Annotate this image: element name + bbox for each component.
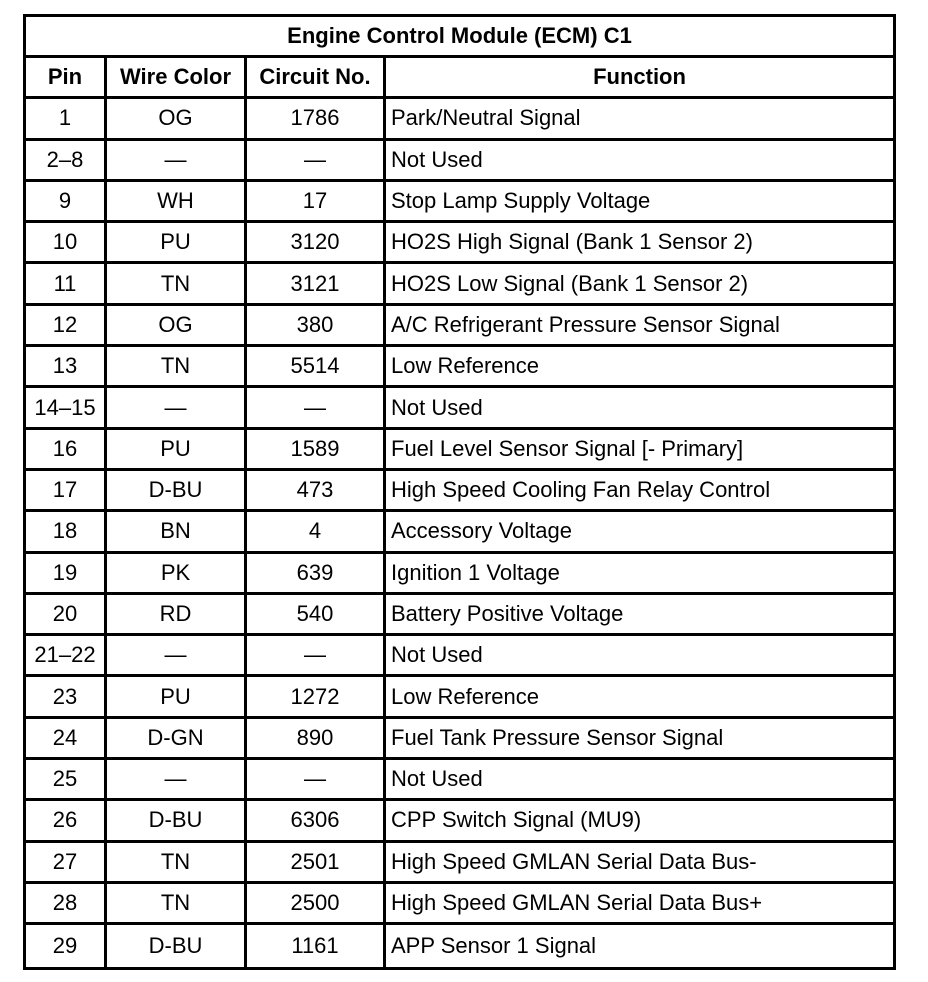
cell-wire-color: TN [107, 843, 247, 884]
table-title: Engine Control Module (ECM) C1 [26, 17, 893, 58]
cell-function: Not Used [386, 760, 893, 801]
cell-wire-color: WH [107, 182, 247, 223]
cell-function: Low Reference [386, 347, 893, 388]
cell-pin: 29 [26, 925, 107, 966]
cell-function: Not Used [386, 388, 893, 429]
cell-pin: 20 [26, 595, 107, 636]
cell-function: High Speed Cooling Fan Relay Control [386, 471, 893, 512]
cell-function: Park/Neutral Signal [386, 99, 893, 140]
cell-function: High Speed GMLAN Serial Data Bus+ [386, 884, 893, 925]
cell-pin: 23 [26, 677, 107, 718]
cell-pin: 24 [26, 719, 107, 760]
column-header-circuit-no: Circuit No. [247, 58, 386, 99]
cell-circuit-no: 380 [247, 306, 386, 347]
cell-wire-color: PU [107, 223, 247, 264]
cell-function: CPP Switch Signal (MU9) [386, 801, 893, 842]
cell-circuit-no: 3121 [247, 264, 386, 305]
cell-wire-color: D-BU [107, 925, 247, 966]
column-header-wire-color: Wire Color [107, 58, 247, 99]
cell-pin: 26 [26, 801, 107, 842]
cell-wire-color: — [107, 141, 247, 182]
cell-pin: 10 [26, 223, 107, 264]
cell-circuit-no: 3120 [247, 223, 386, 264]
cell-pin: 11 [26, 264, 107, 305]
cell-function: Not Used [386, 636, 893, 677]
connector-table [23, 14, 896, 970]
cell-wire-color: — [107, 760, 247, 801]
cell-function: Not Used [386, 141, 893, 182]
cell-wire-color: — [107, 388, 247, 429]
cell-pin: 9 [26, 182, 107, 223]
cell-circuit-no: 17 [247, 182, 386, 223]
cell-wire-color: D-BU [107, 471, 247, 512]
cell-function: Ignition 1 Voltage [386, 554, 893, 595]
cell-wire-color: TN [107, 884, 247, 925]
cell-wire-color: OG [107, 306, 247, 347]
cell-wire-color: D-BU [107, 801, 247, 842]
cell-circuit-no: — [247, 760, 386, 801]
cell-circuit-no: 1786 [247, 99, 386, 140]
cell-circuit-no: 5514 [247, 347, 386, 388]
cell-pin: 14–15 [26, 388, 107, 429]
cell-function: Accessory Voltage [386, 512, 893, 553]
cell-circuit-no: 639 [247, 554, 386, 595]
cell-pin: 25 [26, 760, 107, 801]
cell-circuit-no: 2500 [247, 884, 386, 925]
column-header-function: Function [386, 58, 893, 99]
table-grid [26, 58, 893, 967]
cell-pin: 18 [26, 512, 107, 553]
cell-wire-color: OG [107, 99, 247, 140]
cell-circuit-no: 473 [247, 471, 386, 512]
cell-pin: 2–8 [26, 141, 107, 182]
cell-circuit-no: — [247, 141, 386, 182]
cell-pin: 21–22 [26, 636, 107, 677]
cell-circuit-no: 4 [247, 512, 386, 553]
cell-circuit-no: 1589 [247, 430, 386, 471]
cell-circuit-no: 1272 [247, 677, 386, 718]
cell-circuit-no: 540 [247, 595, 386, 636]
cell-circuit-no: 890 [247, 719, 386, 760]
cell-wire-color: — [107, 636, 247, 677]
cell-function: HO2S High Signal (Bank 1 Sensor 2) [386, 223, 893, 264]
cell-pin: 16 [26, 430, 107, 471]
cell-circuit-no: — [247, 388, 386, 429]
cell-pin: 19 [26, 554, 107, 595]
cell-wire-color: RD [107, 595, 247, 636]
cell-wire-color: TN [107, 264, 247, 305]
cell-wire-color: D-GN [107, 719, 247, 760]
cell-function: Low Reference [386, 677, 893, 718]
cell-pin: 1 [26, 99, 107, 140]
column-header-pin: Pin [26, 58, 107, 99]
cell-pin: 17 [26, 471, 107, 512]
cell-pin: 27 [26, 843, 107, 884]
cell-wire-color: PU [107, 677, 247, 718]
cell-function: A/C Refrigerant Pressure Sensor Signal [386, 306, 893, 347]
cell-function: APP Sensor 1 Signal [391, 932, 597, 958]
cell-wire-color: PU [107, 430, 247, 471]
cell-wire-color: PK [107, 554, 247, 595]
cell-function: Battery Positive Voltage [386, 595, 893, 636]
cell-wire-color: TN [107, 347, 247, 388]
cell-pin: 12 [26, 306, 107, 347]
cell-function: High Speed GMLAN Serial Data Bus- [386, 843, 893, 884]
cell-function: Stop Lamp Supply Voltage [386, 182, 893, 223]
cell-function: Fuel Level Sensor Signal [- Primary] [386, 430, 893, 471]
cell-function: Fuel Tank Pressure Sensor Signal [386, 719, 893, 760]
cell-circuit-no: 2501 [247, 843, 386, 884]
cell-circuit-no: — [247, 636, 386, 677]
cell-function: HO2S Low Signal (Bank 1 Sensor 2) [386, 264, 893, 305]
cell-pin: 13 [26, 347, 107, 388]
cell-pin: 28 [26, 884, 107, 925]
cell-circuit-no: 1161 [247, 925, 386, 966]
cell-wire-color: BN [107, 512, 247, 553]
cell-circuit-no: 6306 [247, 801, 386, 842]
